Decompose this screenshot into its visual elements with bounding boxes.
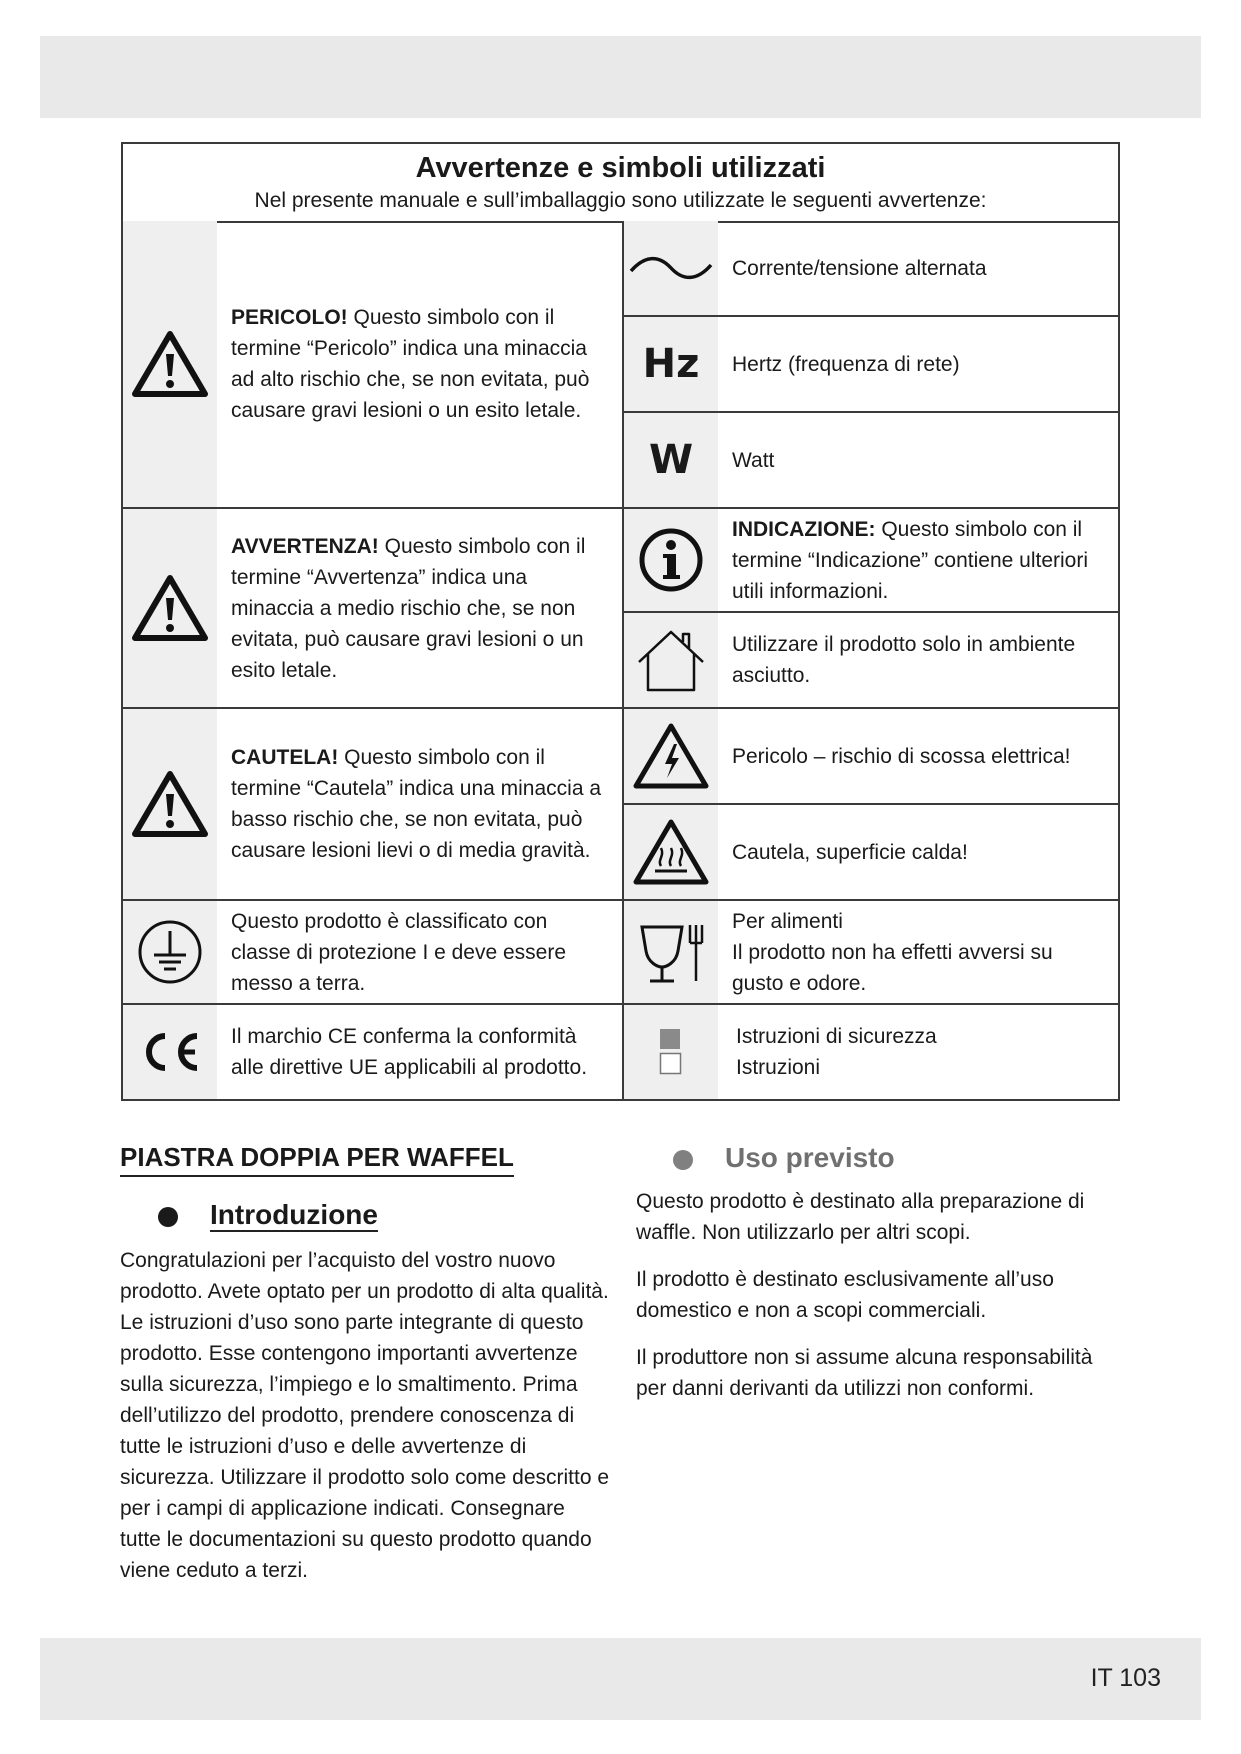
- warning-triangle-icon: [123, 709, 217, 899]
- hot-surface-icon: [624, 805, 718, 899]
- header-band: [40, 36, 1201, 118]
- cautela-label: CAUTELA!: [231, 746, 339, 769]
- indicazione-row: [624, 509, 1118, 611]
- table-header: [123, 144, 1118, 223]
- intro-paragraph: Congratulazioni per l’acquisto del vostro nuovo prodotto. Avete optato per un prodotto di alta qualità. Le istruzioni d’uso sono parte integrante di questo prodotto. Esse contengono importanti avvertenze sulla sicurezza, l’impiego e lo smaltimento. Prima dell’utilizzo del prodotto, prendere conoscenza di tutte le istruzioni d’uso e delle avvertenze di sicurezza. Utilizzare il prodotto solo come descritto e per i campi di applicazione indicati. Consegnare tutte le documentazioni su questo prodotto quando viene ceduto a terzi.: [120, 1249, 610, 1582]
- hot-surface-text: Cautela, superficie calda!: [732, 840, 968, 864]
- cautela-text: Questo simbolo con il termine “Cautela” indica una minaccia a basso rischio che, se non evitata, può causare lesioni lievi o di media gravità.: [231, 746, 602, 862]
- food-row: [624, 901, 1118, 1003]
- bullet-icon: [158, 1207, 178, 1227]
- cautela-row: [123, 709, 622, 899]
- uso-paragraph: Questo prodotto è destinato alla preparazione di waffle. Non utilizzarlo per altri scopi.: [636, 1190, 1085, 1244]
- hertz-text: Hertz (frequenza di rete): [732, 352, 960, 376]
- earth-row: [123, 901, 622, 1003]
- watt-icon: W: [624, 413, 718, 507]
- intro-heading: Introduzione: [158, 1199, 378, 1231]
- instruction-squares-icon: [624, 1005, 718, 1099]
- hertz-icon: Hz: [624, 317, 718, 411]
- bullet-icon: [673, 1150, 693, 1170]
- food-line2: Il prodotto non ha effetti avversi su gusto e odore.: [732, 940, 1053, 995]
- shock-row: [624, 709, 1118, 803]
- house-icon: [624, 613, 718, 707]
- avvertenza-row: [123, 509, 622, 707]
- alternating-current-icon: [624, 221, 718, 315]
- uso-paragraph: Il prodotto è destinato esclusivamente all’uso domestico e non a scopi commerciali.: [636, 1268, 1054, 1322]
- page-number: IT 103: [1090, 1664, 1161, 1692]
- hertz-row: [624, 317, 1118, 411]
- info-icon: [624, 509, 718, 611]
- indicazione-label: INDICAZIONE:: [732, 517, 876, 541]
- avvertenza-label: AVVERTENZA!: [231, 534, 379, 558]
- uso-paragraph: Il produttore non si assume alcuna responsabilità per danni derivanti da utilizzi non conformi.: [636, 1346, 1093, 1400]
- food-safe-icon: [624, 901, 718, 1003]
- ac-text: Corrente/tensione alternata: [732, 256, 987, 280]
- warning-triangle-icon: [123, 509, 217, 707]
- electric-shock-icon: [624, 709, 718, 803]
- ac-row: [624, 221, 1118, 315]
- earth-text: Questo prodotto è classificato con classe di protezione I e deve essere messo a terra.: [231, 909, 567, 995]
- hot-surface-row: [624, 805, 1118, 899]
- warning-triangle-icon: [123, 221, 217, 507]
- instructions-row: [624, 1005, 1118, 1099]
- avvertenza-text: Questo simbolo con il termine “Avvertenza” indica una minaccia a medio rischio che, se non evitata, può causare gravi lesioni o un esito letale.: [231, 534, 586, 682]
- indoor-text: Utilizzare il prodotto solo in ambiente asciutto.: [732, 633, 1076, 687]
- footer-band: [40, 1638, 1201, 1720]
- protective-earth-icon: [123, 901, 217, 1003]
- ce-text: Il marchio CE conferma la conformità alle direttive UE applicabili al prodotto.: [231, 1025, 588, 1079]
- pericolo-row: [123, 221, 622, 507]
- safety-instructions-label: Istruzioni di sicurezza: [736, 1025, 937, 1048]
- instructions-label: Istruzioni: [736, 1056, 821, 1079]
- shock-text: Pericolo – rischio di scossa elettrica!: [732, 744, 1071, 768]
- ce-mark-icon: [123, 1005, 217, 1099]
- table-title: Avvertenze e simboli utilizzati: [415, 152, 826, 184]
- symbols-table: [121, 142, 1120, 1101]
- pericolo-text: Questo simbolo con il termine “Pericolo” indica una minaccia ad alto rischio che, se non evitata, può causare gravi lesioni o un esito letale.: [231, 306, 590, 422]
- watt-row: [624, 413, 1118, 507]
- uso-heading: Uso previsto: [673, 1142, 895, 1174]
- indoor-row: [624, 613, 1118, 707]
- ce-row: [123, 1005, 622, 1099]
- table-subtitle: Nel presente manuale e sull’imballaggio sono utilizzate le seguenti avvertenze:: [254, 189, 987, 212]
- food-line1: Per alimenti: [732, 909, 843, 933]
- product-title: PIASTRA DOPPIA PER WAFFEL: [120, 1142, 514, 1177]
- indicazione-text: Questo simbolo con il termine “Indicazione” contiene ulteriori utili informazioni.: [732, 517, 1089, 603]
- watt-text: Watt: [732, 448, 775, 472]
- pericolo-label: PERICOLO!: [231, 306, 348, 329]
